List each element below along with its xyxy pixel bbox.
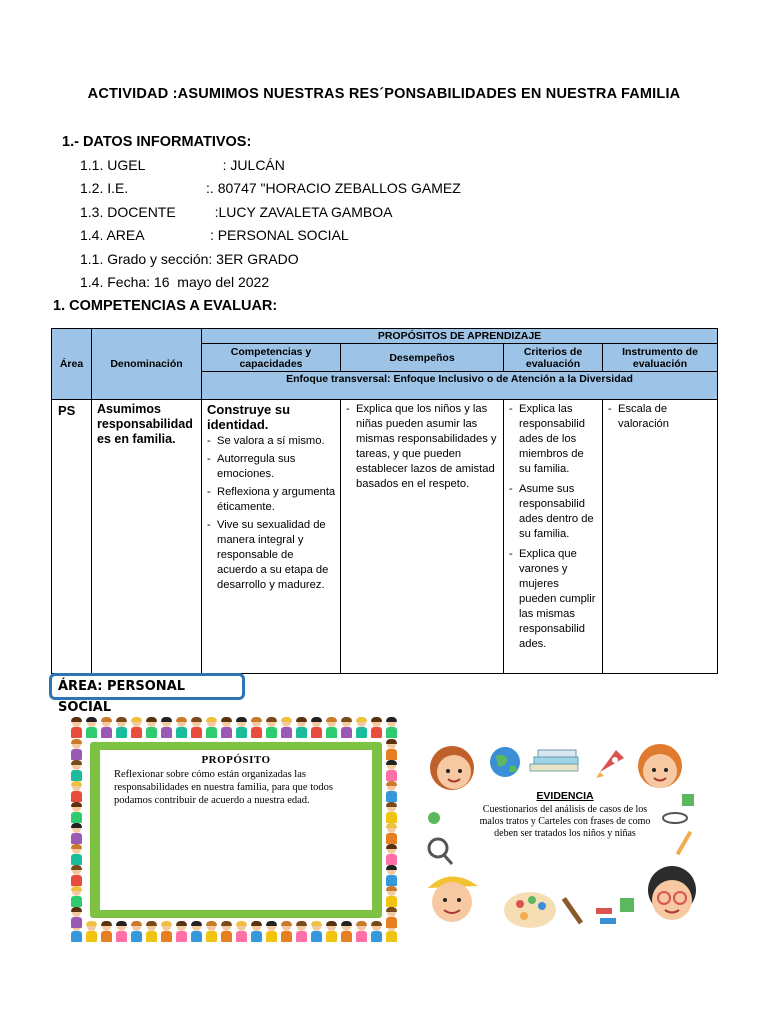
- flask-icon: [428, 812, 440, 824]
- kid-figure-icon: [280, 922, 293, 942]
- brush-icon: [562, 897, 583, 924]
- kid-figure-icon: [370, 718, 383, 738]
- kid-figure-icon: [220, 922, 233, 942]
- kid-figure-icon: [100, 718, 113, 738]
- kid-figure-icon: [250, 718, 263, 738]
- cell-area: PS: [52, 400, 92, 674]
- kid-figure-icon: [70, 887, 83, 907]
- kid-figure-icon: [70, 908, 83, 928]
- kid-figure-icon: [85, 922, 98, 942]
- cell-instrumento: [603, 400, 718, 674]
- header-enfoque: Enfoque transversal: Enfoque Inclusivo o de Atención a la Diversidad: [202, 372, 718, 400]
- competencies-table: [51, 328, 718, 674]
- header-propositos: PROPÓSITOS DE APRENDIZAJE: [202, 329, 718, 344]
- area-badge: ÁREA: PERSONAL SOCIAL: [49, 673, 245, 700]
- capacidad-item: - Reflexiona y argumenta éticamente.: [207, 485, 336, 515]
- proposito-text: Reflexionar sobre cómo están organizadas las responsabilidades en nuestra familia, para que todos podamos contribuir de acuerdo a nuestra edad.: [114, 769, 333, 806]
- criterio-item: - Explica las responsabilid ades de los miembros de su familia.: [509, 402, 598, 477]
- desempeno-item: - Explica que los niños y las niñas pueden asumir las mismas responsabilidades y tareas, y que pueden establecer lazos de amistad basados en el respeto.: [346, 402, 499, 492]
- kid-figure-icon: [70, 845, 83, 865]
- kid-figure-icon: [70, 718, 83, 738]
- info-line-fecha: 1.4. Fecha: 16 mayo del 2022: [80, 274, 270, 290]
- cell-desempenos: [341, 400, 504, 674]
- kid-figure-icon: [235, 922, 248, 942]
- kid-figure-icon: [70, 761, 83, 781]
- kid-figure-icon: [355, 718, 368, 738]
- kid-figure-icon: [370, 922, 383, 942]
- kid-figure-icon: [295, 718, 308, 738]
- kid-figure-icon: [70, 824, 83, 844]
- boy-face-icon: [638, 744, 682, 788]
- header-competencias: Competencias y capacidades: [202, 344, 341, 372]
- criterio-item: - Asume sus responsabilid ades dentro de su familia.: [509, 482, 598, 542]
- kid-figure-icon: [385, 803, 398, 823]
- rocket-icon: [596, 750, 624, 778]
- kid-figure-icon: [385, 824, 398, 844]
- kid-figure-icon: [385, 908, 398, 928]
- kid-figure-icon: [175, 922, 188, 942]
- proposito-card: [68, 716, 400, 944]
- paint-tube-icon: [596, 908, 612, 914]
- section-heading-competencias: 1. COMPETENCIAS A EVALUAR:: [53, 298, 278, 314]
- header-denominacion: Denominación: [92, 329, 202, 400]
- kid-figure-icon: [85, 718, 98, 738]
- books-icon: [530, 750, 578, 771]
- evidencia-title: EVIDENCIA: [536, 790, 594, 802]
- glasses-icon: [663, 813, 687, 823]
- kid-figure-icon: [130, 718, 143, 738]
- kid-figure-icon: [385, 866, 398, 886]
- boy-glasses-face-icon: [648, 866, 696, 920]
- header-criterios: Criterios de evaluación: [504, 344, 603, 372]
- kid-figure-icon: [385, 782, 398, 802]
- kid-figure-icon: [355, 922, 368, 942]
- kid-figure-icon: [100, 922, 113, 942]
- kid-figure-icon: [115, 718, 128, 738]
- kid-figure-icon: [70, 740, 83, 760]
- palette-icon: [504, 892, 556, 928]
- capacidad-item: - Se valora a sí mismo.: [207, 434, 336, 449]
- kid-figure-icon: [70, 866, 83, 886]
- kid-figure-icon: [220, 718, 233, 738]
- header-desempenos: Desempeños: [341, 344, 504, 372]
- cell-competencias: [202, 400, 341, 674]
- kid-figure-icon: [250, 922, 263, 942]
- kid-figure-icon: [70, 782, 83, 802]
- puzzle-icon: [620, 898, 634, 912]
- info-line-docente: 1.3. DOCENTE :LUCY ZAVALETA GAMBOA: [80, 204, 393, 220]
- cell-denominacion: [92, 400, 202, 674]
- kid-figure-icon: [190, 718, 203, 738]
- kid-figure-icon: [145, 718, 158, 738]
- girl-face-icon: [430, 746, 474, 790]
- proposito-panel: [100, 750, 372, 910]
- kid-figure-icon: [190, 922, 203, 942]
- instrumento-item: - Escala de valoración: [608, 402, 713, 432]
- competencia-title: Construye su identidad.: [207, 402, 291, 432]
- info-line-ie: 1.2. I.E. :. 80747 "HORACIO ZEBALLOS GAMEZ: [80, 180, 461, 196]
- denominacion-text: Asumimos responsabilidad es en familia.: [97, 402, 193, 446]
- evidencia-text: Cuestionarios del análisis de casos de los malos tratos y Carteles con frases de como deben ser tratados los niños y niñas: [479, 804, 651, 839]
- kid-figure-icon: [385, 740, 398, 760]
- kid-figure-icon: [385, 887, 398, 907]
- info-line-area: 1.4. AREA : PERSONAL SOCIAL: [80, 227, 349, 243]
- globe-icon: [490, 747, 520, 777]
- kid-figure-icon: [160, 718, 173, 738]
- kid-figure-icon: [205, 922, 218, 942]
- cell-criterios: [504, 400, 603, 674]
- magnifier-icon: [429, 839, 447, 857]
- kid-figure-icon: [310, 922, 323, 942]
- kid-figure-icon: [310, 718, 323, 738]
- kid-figure-icon: [340, 718, 353, 738]
- kid-figure-icon: [280, 718, 293, 738]
- activity-title: ACTIVIDAD :ASUMIMOS NUESTRAS RES´PONSABILIDADES EN NUESTRA FAMILIA: [87, 86, 681, 102]
- kid-figure-icon: [130, 922, 143, 942]
- kid-figure-icon: [265, 922, 278, 942]
- boy-cap-face-icon: [428, 876, 478, 922]
- kid-figure-icon: [385, 845, 398, 865]
- kid-figure-icon: [205, 718, 218, 738]
- kid-figure-icon: [160, 922, 173, 942]
- capacidad-item: - Vive su sexualidad de manera integral y responsable de acuerdo a su etapa de desarrollo y madurez.: [207, 518, 336, 593]
- kid-figure-icon: [70, 803, 83, 823]
- kid-figure-icon: [325, 922, 338, 942]
- kid-figure-icon: [235, 718, 248, 738]
- info-line-grado: 1.1. Grado y sección: 3ER GRADO: [80, 251, 299, 267]
- kid-figure-icon: [115, 922, 128, 942]
- kid-figure-icon: [145, 922, 158, 942]
- header-instrumento: Instrumento de evaluación: [603, 344, 718, 372]
- kid-figure-icon: [325, 718, 338, 738]
- kid-figure-icon: [340, 922, 353, 942]
- capacidad-item: - Autorregula sus emociones.: [207, 452, 336, 482]
- criterio-item: - Explica que varones y mujeres pueden cumplir las mismas responsabilid ades.: [509, 547, 598, 652]
- header-area: Área: [52, 329, 92, 400]
- kid-figure-icon: [175, 718, 188, 738]
- evidencia-card: [420, 738, 710, 934]
- kid-figure-icon: [385, 718, 398, 738]
- pencil-icon: [676, 831, 692, 856]
- kid-figure-icon: [295, 922, 308, 942]
- kid-figure-icon: [265, 718, 278, 738]
- proposito-title: PROPÓSITO: [201, 754, 271, 766]
- section-heading-datos: 1.- DATOS INFORMATIVOS:: [62, 134, 252, 150]
- kid-figure-icon: [385, 761, 398, 781]
- info-line-ugel: 1.1. UGEL : JULCÁN: [80, 157, 285, 173]
